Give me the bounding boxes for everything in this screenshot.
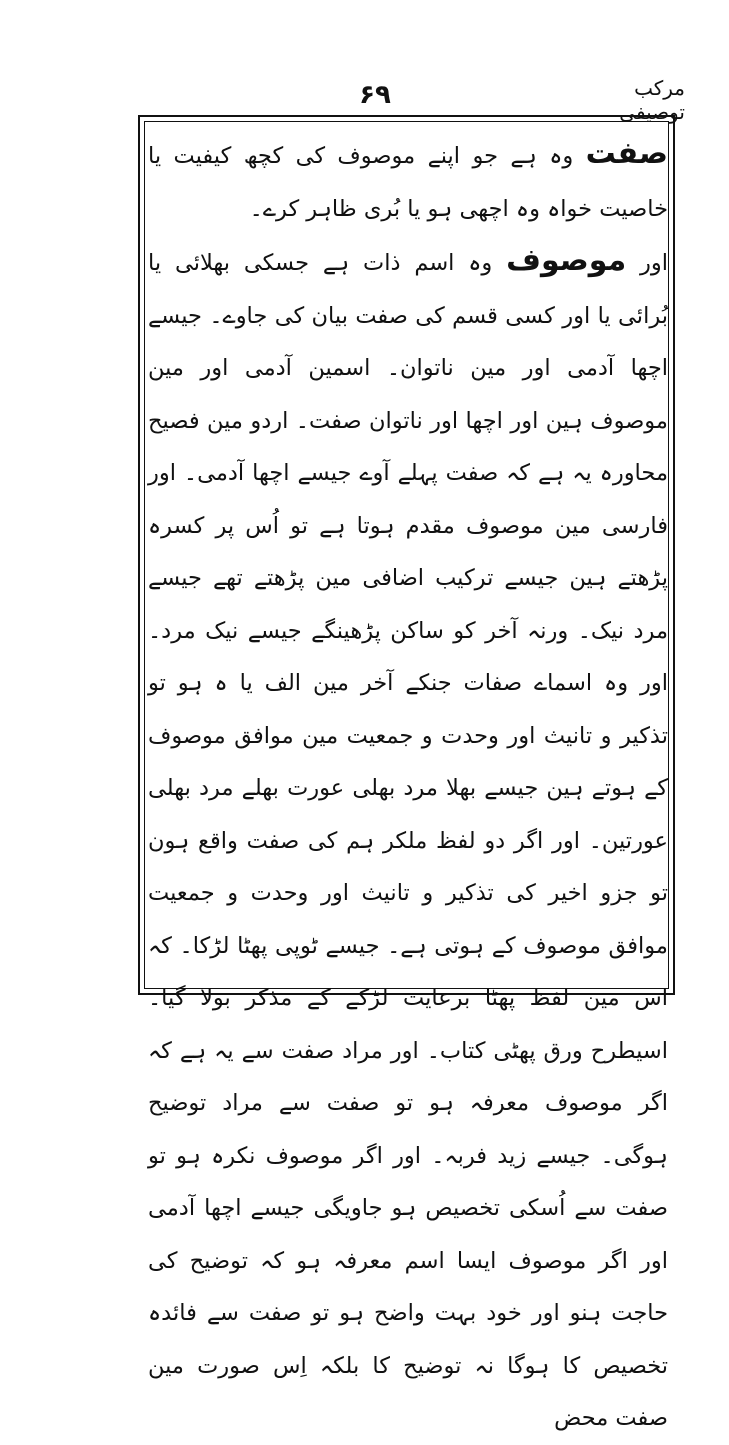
body-text (148, 128, 668, 1445)
paragraph-text: وہ ہے جو اپنے موصوف کی کچھ کیفیت یا خاصیت خواہ وہ اچھی ہو یا بُری ظاہر کرے۔ (148, 143, 668, 222)
paragraph-text: وہ اسم ذات ہے جسکی بھلائی یا بُرائی یا اور کسی قسم کی صفت بیان کی جاوے۔ جیسے اچھا آدمی اور مین ناتوان۔ اسمین آدمی اور مین موصوف ہین اور اچھا اور ناتوان صفت۔ اردو مین فصیح محاورہ یہ ہے کہ صفت پہلے آوے جیسے اچھا آدمی۔ اور فارسی مین موصوف مقدم ہوتا ہے تو اُس پر کسرہ پڑھتے ہین جیسے ترکیب اضافی مین پڑھتے تھے جیسے مرد نیک۔ ورنہ آخر کو ساکن پڑھینگے جیسے نیک مرد۔ اور وہ اسماے صفات جنکے آخر مین الف یا ہ ہو تو تذکیر و تانیث اور وحدت و جمعیت مین موافق موصوف کے ہوتے ہین جیسے بھلا مرد بھلی عورت بھلے مرد بھلی عورتین۔ اور اگر دو لفظ ملکر ہم کی صفت واقع ہون تو جزو اخیر کی تذکیر و تانیث اور وحدت و جمعیت موافق موصوف کے ہوتی ہے۔ جیسے ٹوپی پھٹا لڑکا۔ کہ اس مین لفظ پھٹا برعایت لڑکے کے مذکر بولا گیا۔ اسیطرح ورق پھٹی کتاب۔ اور مراد صفت سے یہ ہے کہ اگر موصوف معرفہ ہو تو صفت سے مراد توضیح ہوگی۔ جیسے زید فربہ۔ اور اگر موصوف نکرہ ہو تو صفت سے اُسکی تخصیص ہو جاویگی جیسے اچھا آدمی اور اگر موصوف ایسا اسم معرفہ ہو کہ توضیح کی حاجت ہنو اور خود بہت واضح ہو تو صفت سے فائدہ تخصیص کا ہوگا نہ توضیح کا بلکہ اِس صورت مین صفت محض (148, 250, 668, 1431)
term-sifat: صفت (585, 136, 668, 171)
page-number: ۶۹ (359, 80, 391, 110)
paragraph-sifat (148, 128, 668, 235)
term-mausuf: موصوف (506, 243, 627, 278)
paragraph-prefix: اور (626, 250, 668, 276)
paragraph-mausuf (148, 235, 668, 1445)
header-title: مرکب توصیفی (619, 76, 685, 124)
